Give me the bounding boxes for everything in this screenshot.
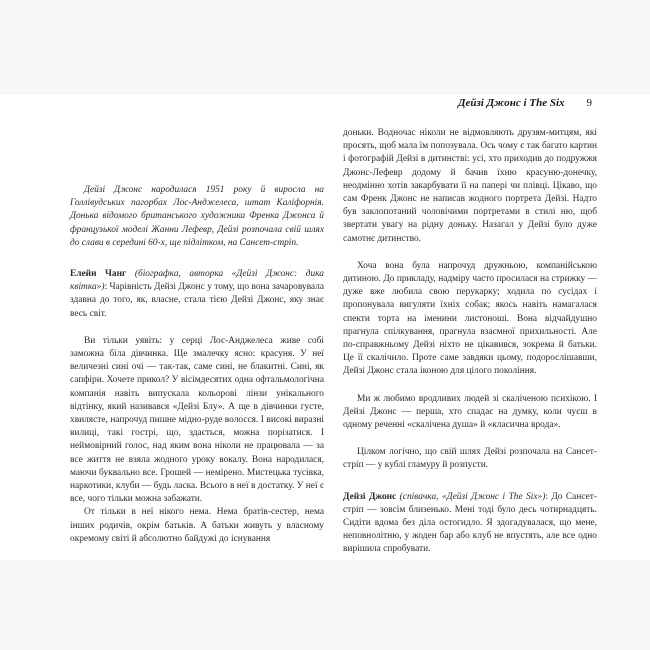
body-paragraph: Ми ж любимо вродливих людей зі скаліченою психікою. І Дейзі Джонс — перша, хто спадає на думку, коли чуєш в одному реченні «скалічена душа» й «класична врода». (343, 393, 597, 431)
body-paragraph: Ви тільки уявіть: у серці Лос-Анджелеса живе собі заможна біла дівчинка. Ще змалечку ясно: красуня. У неї величезні сині очі — так-так, саме сині, не блакитні. Сині, як сапфіри. Хочете прикол? У вісімдесятих одна офтальмологічна компанія навіть випускала кольорові лінзи унікального відтінку, який називався «Дейзі Блу». А ще в дівчинки густе, хвилясте, напрочуд пишне мідно-руде волосся. І високі виразні вилиці, такі гострі, що, здається, можна порізатися. І неймовірний голос, над яким вона ніколи не працювала — за все життя не взяла жодного уроку вокалу. Вона народилася, маючи буквально все. Грошей — немірено. Мистецька тусівка, наркотики, клуби — будь ласка. Всього в неї в достатку. У неї є все, чого тільки можна забажати. (70, 335, 324, 505)
body-paragraph: Цілком логічно, що свій шлях Дейзі розпочала на Сансет-стріп — у кублі гламуру й розпусти. (343, 447, 597, 471)
quote-text: : До Сансет-стріп — зовсім близенько. Мені тоді було десь чотирнадцять. Сидіти вдома без діла остогидло. Я здогадувалася, що мене, неповнолітню, у жоден бар або клуб не впустять, але все одно вирішила спробувати. (343, 491, 598, 555)
quote-elein-chang (70, 268, 324, 321)
running-head (312, 97, 592, 109)
left-column (70, 184, 324, 546)
page-number: 9 (586, 97, 592, 109)
running-head-title: Дейзі Джонс і The Six (457, 97, 565, 109)
body-paragraph: Хоча вона була напрочуд дружньою, компанійською дитиною. До прикладу, надміру часто просилася на стрижку — дуже вже любила свою перукарку; ходила по сусідах і пропонувала вигуляти їхніх собак; якось навіть намагалася спекти торта на іменини листоноші. Вона відчайдушно прагнула спілкування, прагнула взаємної прихильності. Але по-справжньому Дейзі ніхто не цікавився, зокрема й батьки. Це її скалічило. Проте саме завдяки цьому, подорослішавши, Дейзі Джонс стала іконою для цілого покоління. (343, 260, 597, 377)
speaker-role: (біографка, авторка «Дейзі Джонс: дика квітка») (70, 269, 324, 293)
right-column (343, 127, 597, 557)
speaker-name: Елейн Чанг (70, 269, 127, 280)
speaker-role: (співачка, «Дейзі Джонс і The Six») (399, 491, 546, 502)
intro-paragraph: Дейзі Джонс народилася 1951 року й виросла на Голлівудських пагорбах Лос-Анджелеса, штат Каліфорнія. Донька відомого британського художника Френка Джонса й французької моделі Жанни Лефевр, Дейзі розпочала свій шлях до слави в середині 60-х, ще підлітком, на Сансет-стріп. (70, 185, 324, 248)
bottom-margin-band (0, 560, 650, 650)
body-paragraph: От тільки в неї нікого нема. Нема братів-сестер, нема інших родичів, окрім батьків. А батьки живуть у власному окремому світі й абсолютно байдужі до існування (70, 507, 324, 544)
body-paragraph: доньки. Водночас ніколи не відмовляють друзям-митцям, які просять, щоб мала їм попозувала. Ось чому є так багато картин і фотографій Дейзі в дитинстві: усі, хто приходив до подружжя Джонс-Лефевр додому й бачив їхню красуню-донечку, неодмінно хотів закарбувати її на папері чи плівці. Цікаво, що сам Френк Джонс не написав жодного портрета Дейзі. Надто був заклопотаний чоловічими портретами в стилі ню, щоб звертати увагу на рідну доньку. Назагал у Дейзі було дуже самотнє дитинство. (343, 128, 597, 244)
quote-daisy-jones (343, 491, 597, 557)
top-margin-band (0, 0, 650, 95)
quote-text: : Чарівність Дейзі Джонс у тому, що вона зачаровувала здавна до того, як, власне, стала тією Дейзі Джонс, яку знає весь світ. (70, 282, 324, 319)
speaker-name: Дейзі Джонс (343, 491, 397, 502)
